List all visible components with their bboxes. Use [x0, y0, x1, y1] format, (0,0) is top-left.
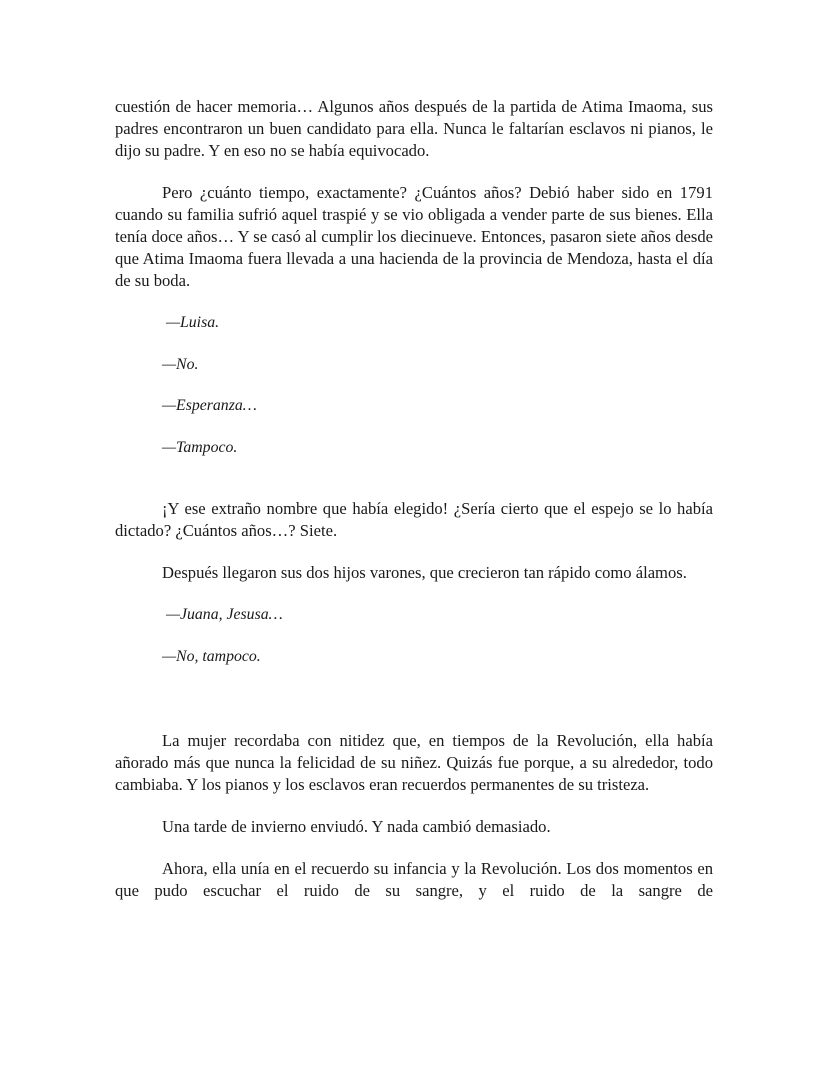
- paragraph: La mujer recordaba con nitidez que, en tiempos de la Revolución, ella había añorado más que nunca la felicidad de su niñez. Quizás fue porque, a su alrededor, todo cambiaba. Y los pianos y los esclavos eran recuerdos permanentes de su tristeza.: [115, 730, 713, 794]
- section-gap: [115, 688, 713, 730]
- paragraph: Después llegaron sus dos hijos varones, que crecieron tan rápido como álamos.: [162, 563, 687, 583]
- section-gap: [115, 478, 713, 498]
- dialogue-line: —Tampoco.: [162, 438, 238, 456]
- dialogue-line: —Esperanza…: [162, 397, 257, 415]
- paragraph: Ahora, ella unía en el recuerdo su infancia y la Revolución. Los dos momentos en que pudo escuchar el ruido de su sangre, y el ruido de la sangre de: [115, 858, 713, 900]
- document-page: [115, 96, 713, 922]
- paragraph: Pero ¿cuánto tiempo, exactamente? ¿Cuántos años? Debió haber sido en 1791 cuando su familia sufrió aquel traspié y se vio obligada a vender parte de sus bienes. Ella tenía doce años… Y se casó al cumplir los diecinueve. Entonces, pasaron siete años desde que Atima Imaoma fuera llevada a una hacienda de la provincia de Mendoza, hasta el día de su boda.: [115, 183, 713, 290]
- paragraph: cuestión de hacer memoria… Algunos años después de la partida de Atima Imaoma, sus padres encontraron un buen candidato para ella. Nunca le faltarían esclavos ni pianos, le dijo su padre. Y en eso no se había equivocado.: [115, 97, 713, 160]
- dialogue-line: —Luisa.: [162, 314, 220, 331]
- paragraph: Una tarde de invierno enviudó. Y nada cambió demasiado.: [162, 816, 551, 836]
- dialogue-line: —Juana, Jesusa…: [162, 606, 283, 624]
- paragraph: ¡Y ese extraño nombre que había elegido! ¿Sería cierto que el espejo se lo había dictado? ¿Cuántos años…? Siete.: [115, 499, 713, 541]
- dialogue-line: —No, tampoco.: [162, 647, 261, 665]
- dialogue-line: —No.: [162, 355, 199, 373]
